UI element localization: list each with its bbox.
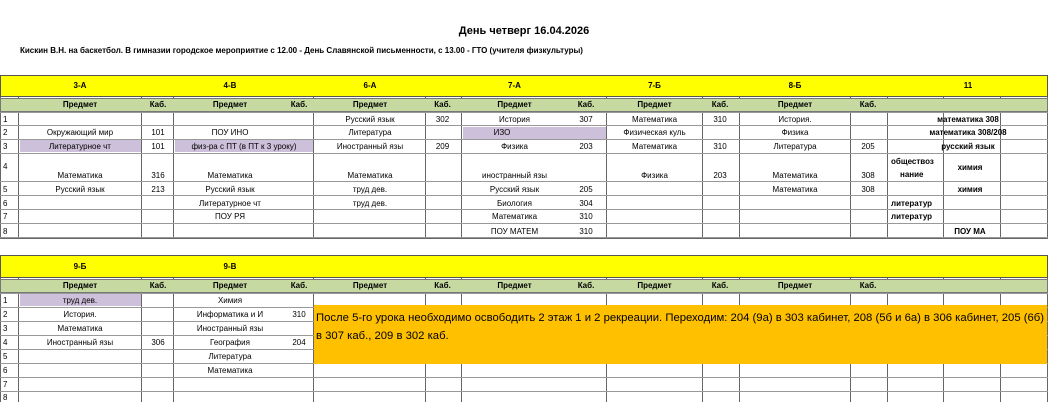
col-head-subject: Предмет (62, 100, 98, 109)
col-head-room: Каб. (859, 100, 877, 109)
cell-11-subject: математика 308/208 (929, 128, 1007, 137)
row-number: 2 (3, 310, 8, 319)
col-head-subject: Предмет (637, 100, 672, 109)
cell-9v-subject: Литература (208, 352, 252, 361)
class-header-8b: 8-Б (788, 81, 802, 90)
cell-7a-room: 304 (579, 199, 593, 208)
class-header-11: 11 (963, 81, 973, 90)
row-number: 5 (3, 352, 8, 361)
row-number: 5 (3, 185, 8, 194)
col-head-room: Каб. (577, 100, 595, 109)
cell-3a-room: 101 (151, 142, 165, 151)
cell-7b-subject: Физическая куль (623, 128, 686, 137)
cell-9b-subject: Иностранный язы (46, 338, 114, 347)
row-number: 3 (3, 324, 8, 333)
row-number: 8 (3, 227, 8, 236)
cell-6a-room: 209 (435, 142, 450, 151)
row-number: 4 (3, 338, 8, 347)
cell-9b-subject: труд дев. (62, 296, 98, 305)
col-head-subject: Предмет (497, 100, 532, 109)
cell-8b-subject: Физика (781, 128, 809, 137)
cell-11-subject: математика 308 (937, 115, 999, 124)
cell-3a-room: 213 (151, 185, 165, 194)
cell-3a-subject: Литературное чт (49, 142, 111, 151)
class-header-7a: 7-А (508, 81, 521, 90)
cell-6a-subject: Математика (347, 171, 393, 180)
cell-3a-subject: Окружающий мир (46, 128, 114, 137)
cell-8b-subject: Литература (773, 142, 817, 151)
col-head-room: Каб. (434, 100, 451, 109)
col-head-room: Каб. (711, 281, 729, 290)
cell-7a-room: 205 (579, 185, 593, 194)
grid-line (0, 238, 1048, 239)
grid-line (0, 223, 1048, 224)
row-number: 7 (3, 380, 8, 389)
row-number: 2 (3, 128, 8, 137)
col-head-subject: Предмет (777, 100, 813, 109)
cell-4v-subject: Математика (207, 171, 253, 180)
cell-9v-subject: Иностранный язы (196, 324, 264, 333)
col-head-subject: Предмет (777, 281, 813, 290)
col-head-subject: Предмет (352, 281, 388, 290)
cell-11-subject-a: литератур (891, 212, 933, 221)
grid-line (0, 139, 1048, 140)
cell-7a-room: 307 (579, 115, 593, 124)
row-number: 8 (3, 393, 8, 402)
cell-7b-room: 310 (713, 115, 727, 124)
cell-8b-room: 308 (861, 185, 875, 194)
cell-4v-subject: ПОУ ИНО (211, 128, 249, 137)
class-header-3a: 3-А (73, 81, 87, 90)
row-number: 6 (3, 366, 8, 375)
cell-3a-subject: Математика (57, 171, 103, 180)
cell-11-subject-a: обществоз (891, 157, 934, 166)
col-head-subject: Предмет (637, 281, 672, 290)
cell-11-subject-b: химия (957, 185, 983, 194)
row-number: 6 (3, 199, 8, 208)
cell-11-subject: ПОУ МА (954, 227, 986, 236)
col-head-room: Каб. (434, 281, 451, 290)
cell-4v-subject: Литературное чт (199, 199, 261, 208)
cell-11-subject-b: химия (957, 163, 983, 172)
cell-7b-subject: Физика (641, 171, 668, 180)
cell-6a-subject: труд дев. (352, 185, 388, 194)
page-title: День четверг 16.04.2026 (458, 25, 590, 37)
cell-8b-room: 205 (861, 142, 875, 151)
class-header-4v: 4-В (223, 81, 237, 90)
col-head-subject: Предмет (212, 100, 248, 109)
cell-8b-subject: Математика (772, 185, 818, 194)
cell-9b-room: 306 (151, 338, 165, 347)
relocation-note: После 5-го урока необходимо освободить 2 этаж 1 и 2 рекреации. Переходим: 204 (9а) в 303 кабинет, 208 (5б и 6а) в 306 кабинет, 205 (6б) в 307 каб., 209 в 302 каб. (314, 305, 1047, 364)
cell-7a-subject: История (498, 115, 531, 124)
cell-7a-subject: Физика (501, 142, 528, 151)
col-head-room: Каб. (290, 100, 308, 109)
grid-line (0, 293, 1048, 294)
cell-7a-room: 310 (579, 227, 593, 236)
grid-line (0, 377, 1048, 378)
cell-7a-subject: ИЗО (493, 128, 511, 137)
cell-7b-subject: Математика (631, 142, 678, 151)
cell-7b-room: 203 (713, 171, 727, 180)
cell-3a-room: 316 (151, 171, 165, 180)
col-head-room: Каб. (577, 281, 595, 290)
col-head-subject: Предмет (62, 281, 98, 290)
cell-6a-room: 302 (435, 115, 450, 124)
col-head-subject: Предмет (497, 281, 532, 290)
cell-11-subject: русский язык (941, 142, 995, 151)
row-number: 7 (3, 212, 8, 221)
cell-8b-room: 308 (861, 171, 875, 180)
cell-11-subject-a: нание (900, 170, 924, 179)
class-header-9b: 9-Б (73, 262, 87, 271)
row-number: 3 (3, 142, 8, 151)
cell-9v-subject: Химия (217, 296, 243, 305)
cell-3a-subject: Русский язык (55, 185, 105, 194)
cell-7a-subject: иностранный язы (482, 171, 547, 180)
class-header-7b: 7-Б (648, 81, 661, 90)
cell-7a-subject: ПОУ МАТЕМ (490, 227, 539, 236)
col-head-room: Каб. (149, 281, 167, 290)
cell-9v-subject: Математика (207, 366, 253, 375)
cell-9v-room: 204 (292, 338, 306, 347)
cell-7a-subject: Русский язык (489, 185, 540, 194)
col-head-room: Каб. (149, 100, 167, 109)
cell-6a-subject: Литература (348, 128, 392, 137)
cell-4v-subject: физ-ра с ПТ (в ПТ к 3 уроку) (191, 142, 297, 151)
cell-7a-room: 310 (579, 212, 593, 221)
bottom-class-header-row (0, 255, 1048, 278)
cell-7b-room: 310 (713, 142, 727, 151)
col-head-subject: Предмет (212, 281, 248, 290)
grid-line (0, 112, 1048, 113)
grid-line (0, 153, 1048, 154)
cell-6a-subject: Иностранный язы (336, 142, 404, 151)
cell-6a-subject: труд дев. (352, 199, 388, 208)
cell-8b-subject: Математика (772, 171, 818, 180)
grid-line (0, 391, 1048, 392)
cell-3a-room: 101 (151, 128, 165, 137)
cell-9v-subject: География (210, 338, 250, 347)
cell-9v-subject: Информатика и И (196, 310, 264, 319)
cell-9b-subject: История. (63, 310, 97, 319)
row-number: 1 (3, 115, 8, 124)
cell-9b-subject: Математика (57, 324, 103, 333)
cell-11-subject-a: литератур (891, 199, 933, 208)
col-head-subject: Предмет (352, 100, 388, 109)
cell-7a-subject: Математика (491, 212, 538, 221)
cell-9v-room: 310 (292, 310, 306, 319)
col-head-room: Каб. (290, 281, 308, 290)
cell-4v-subject: Русский язык (205, 185, 255, 194)
cell-7b-subject: Математика (631, 115, 678, 124)
cell-7a-room: 203 (579, 142, 593, 151)
row-number: 4 (3, 162, 8, 171)
cell-8b-subject: История. (778, 115, 812, 124)
class-header-9v: 9-В (223, 262, 237, 271)
col-head-room: Каб. (711, 100, 729, 109)
cell-7a-subject: Биология (497, 199, 532, 208)
cell-6a-subject: Русский язык (345, 115, 395, 124)
class-header-6a: 6-А (363, 81, 377, 90)
row-number: 1 (3, 296, 8, 305)
page-subtitle: Кискин В.Н. на баскетбол. В гимназии городское мероприятие с 12.00 - День Славянской письменности, с 13.00 - ГТО (учителя физкультуры) (20, 46, 583, 55)
cell-4v-subject: ПОУ РЯ (214, 212, 246, 221)
col-head-room: Каб. (859, 281, 877, 290)
